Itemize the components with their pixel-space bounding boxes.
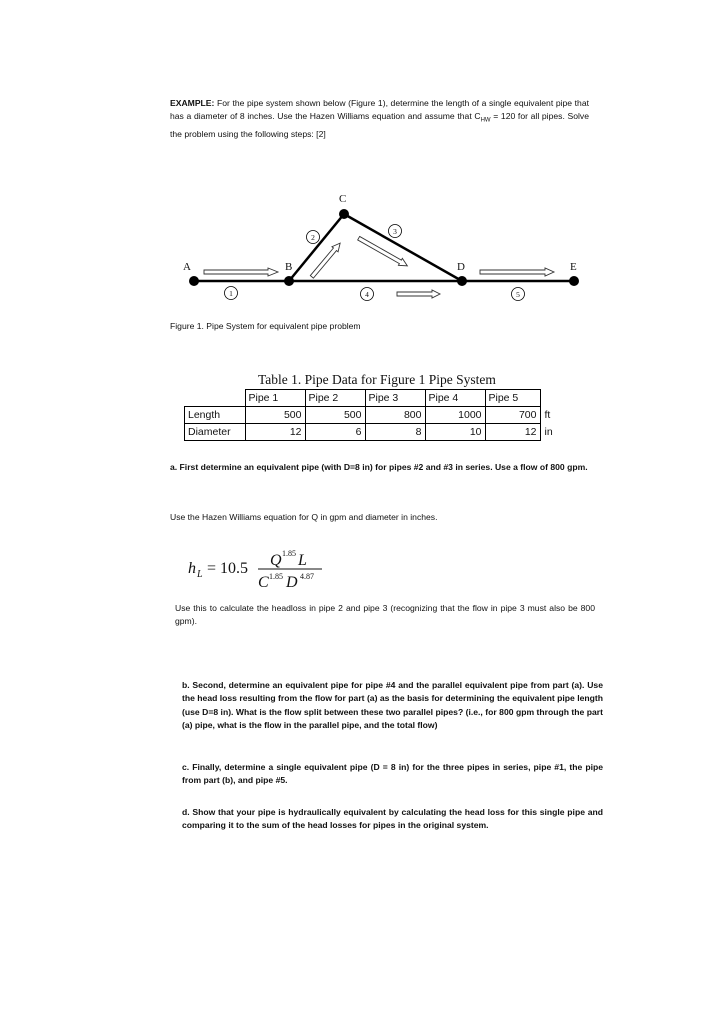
- node-label-c: C: [339, 193, 347, 205]
- table-header: Pipe 3: [365, 390, 425, 407]
- table-cell: 500: [305, 407, 365, 424]
- table-header: Pipe 5: [485, 390, 540, 407]
- flow-arrow-pipe-5: [480, 268, 554, 276]
- formula-coef: = 10.5: [207, 560, 249, 577]
- node-label-d: D: [457, 261, 465, 273]
- node-label-a: A: [183, 261, 191, 273]
- example-label: EXAMPLE:: [170, 98, 215, 108]
- table-cell: 12: [245, 424, 305, 441]
- intro-text-1: For the pipe system shown below (Figure 1), determine the length of a single equivalent pipe that has a diameter of 8 inches. Use the Hazen Williams equation and assume that C: [170, 98, 589, 122]
- table-header: Pipe 2: [305, 390, 365, 407]
- unit-diameter: in: [544, 426, 553, 438]
- row-label-length: Length: [185, 407, 246, 424]
- unit-length: ft: [544, 409, 551, 421]
- formula-num-l: L: [298, 552, 307, 569]
- pipe-4-number: 4: [365, 290, 369, 299]
- table-cell: 800: [365, 407, 425, 424]
- formula-lhs: h: [188, 560, 196, 577]
- formula-den-exp2: 4.87: [300, 572, 314, 581]
- table-header: Pipe 4: [425, 390, 485, 407]
- intro-subscript: HW: [480, 118, 491, 125]
- pipe-3-number: 3: [393, 227, 397, 236]
- headloss-note: Use this to calculate the headloss in pipe 2 and pipe 3 (recognizing that the flow in pipe 3 must also be 800 gpm).: [175, 603, 595, 627]
- node-label-e: E: [570, 261, 577, 273]
- table-cell: 700: [485, 407, 540, 424]
- row-label-diameter: Diameter: [185, 424, 246, 441]
- pipe-2-line: [289, 214, 344, 281]
- node-d: [457, 276, 467, 286]
- node-c: [339, 209, 349, 219]
- flow-arrow-pipe-1: [204, 268, 278, 276]
- pipe-5-number: 5: [516, 290, 520, 299]
- flow-arrow-pipe-3: [357, 235, 410, 270]
- pipe-2-number: 2: [311, 233, 315, 242]
- pipe-data-table: [184, 389, 556, 441]
- table-cell: 12: [485, 424, 540, 441]
- table-cell: 6: [305, 424, 365, 441]
- formula-lhs-sub: L: [197, 569, 203, 580]
- table-cell: 10: [425, 424, 485, 441]
- pipe-system-figure: [170, 190, 590, 318]
- flow-arrow-pipe-2: [309, 241, 343, 280]
- hazen-williams-formula: [188, 545, 348, 593]
- node-a: [189, 276, 199, 286]
- part-d: d. Show that your pipe is hydraulically equivalent by calculating the head loss for this single pipe and comparing it to the sum of the head losses for pipes in the original system.: [182, 807, 603, 831]
- pipe-3-line: [344, 214, 462, 281]
- part-a: a. First determine an equivalent pipe (with D=8 in) for pipes #2 and #3 in series. Use a flow of 800 gpm.: [170, 462, 588, 472]
- node-label-b: B: [285, 261, 293, 273]
- hazen-note: Use the Hazen Williams equation for Q in gpm and diameter in inches.: [170, 512, 438, 522]
- table-cell: 8: [365, 424, 425, 441]
- node-b: [284, 276, 294, 286]
- formula-den-d: D: [286, 574, 298, 591]
- formula-num-q: Q: [270, 552, 282, 569]
- node-e: [569, 276, 579, 286]
- figure-caption: Figure 1. Pipe System for equivalent pipe problem: [170, 321, 361, 331]
- pipe-1-number: 1: [229, 289, 233, 298]
- flow-arrow-pipe-4: [397, 290, 440, 298]
- table-header: Pipe 1: [245, 390, 305, 407]
- intro-paragraph: [170, 97, 589, 142]
- table-corner: [185, 390, 246, 407]
- part-b: b. Second, determine an equivalent pipe for pipe #4 and the parallel equivalent pipe from part (a). Use the head loss resulting from the flow for part (a) as the basis for determining the equivalent pipe length (use D=8 in). What is the flow split between these two parallel pipes? (i.e., for 800 gpm through the part (a) pipe, what is the flow in the parallel pipe, and the total flow): [182, 680, 603, 730]
- formula-num-exp: 1.85: [282, 549, 296, 558]
- table-cell: 500: [245, 407, 305, 424]
- table-cell: 1000: [425, 407, 485, 424]
- table-title: Table 1. Pipe Data for Figure 1 Pipe System: [258, 372, 496, 387]
- intro-text-2: = 120 for all pipes. Solve the problem using the following steps: [2]: [170, 111, 589, 140]
- formula-den-c: C: [258, 574, 269, 591]
- part-c: c. Finally, determine a single equivalent pipe (D = 8 in) for the three pipes in series, pipe #1, the pipe from part (b), and pipe #5.: [182, 762, 603, 786]
- formula-den-exp: 1.85: [269, 572, 283, 581]
